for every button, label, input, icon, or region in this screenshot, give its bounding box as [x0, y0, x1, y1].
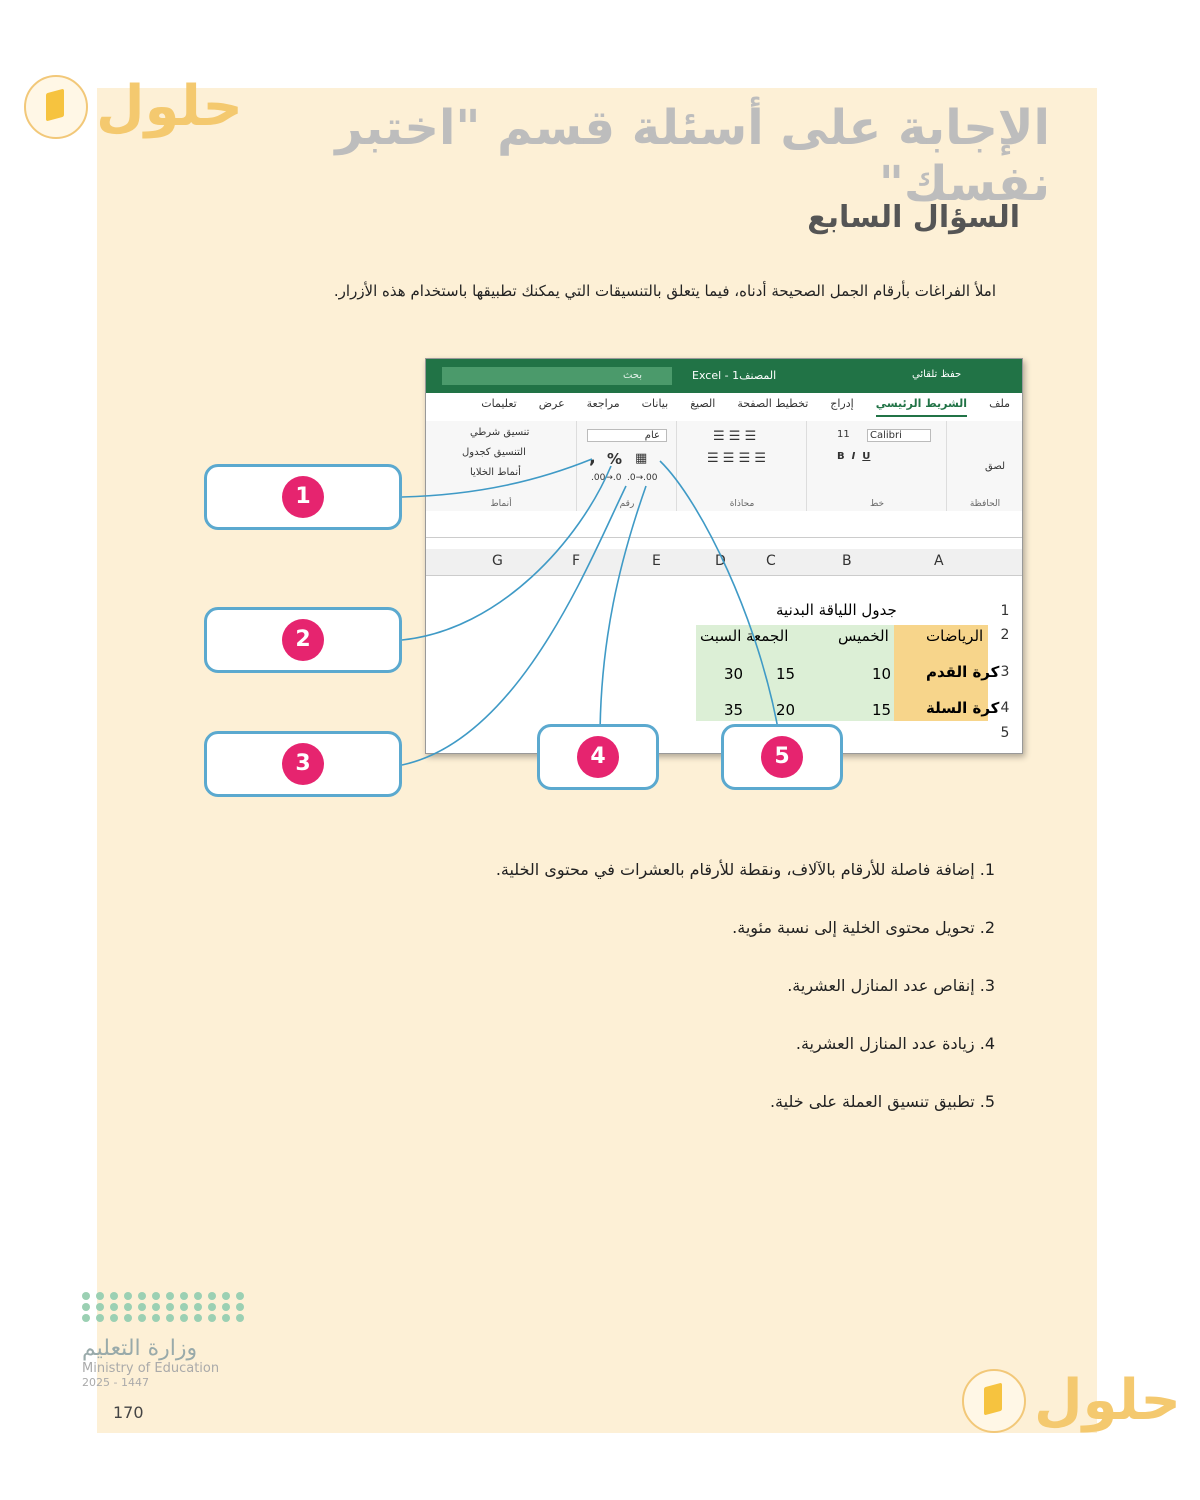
- connector-5: [660, 461, 780, 740]
- align-lines-icon[interactable]: ☰ ☰ ☰ ☰: [707, 451, 767, 466]
- tab-view[interactable]: عرض: [538, 397, 565, 410]
- question-heading: السؤال السابع: [807, 200, 1020, 235]
- instruction-text: املأ الفراغات بأرقام الجمل الصحيحة أدناه، فيما يتعلق بالتنسيقات التي يمكنك تطبيقها باستخدام هذه الأزرار.: [333, 282, 996, 300]
- bold-button[interactable]: B I U: [837, 451, 871, 462]
- col-header-f[interactable]: F: [572, 553, 581, 569]
- tab-help[interactable]: تعليمات: [481, 397, 517, 410]
- row-header-2[interactable]: 2: [1000, 627, 1010, 643]
- table-title-cell[interactable]: جدول اللياقة البدنية: [776, 601, 897, 619]
- search-input[interactable]: بحث: [442, 367, 672, 385]
- header-cell[interactable]: الرياضات: [926, 627, 984, 645]
- sport-cell[interactable]: كرة القدم: [926, 663, 1000, 681]
- logo-icon: [962, 1369, 1026, 1433]
- number-badge: 1: [282, 476, 324, 518]
- logo-text: حلول: [1034, 1368, 1181, 1433]
- clipboard-label: الحافظة: [969, 499, 1001, 509]
- callout-box-5[interactable]: [721, 724, 843, 790]
- page-title: الإجابة على أسئلة قسم "اختبر نفسك": [335, 100, 1050, 212]
- ministry-year: 2025 - 1447: [82, 1376, 149, 1389]
- tab-data[interactable]: بيانات: [641, 397, 669, 410]
- hulul-logo-bottom: [962, 1368, 1181, 1433]
- connector-4: [600, 486, 646, 740]
- tab-home[interactable]: الشريط الرئيسي: [876, 397, 967, 417]
- row-header-5[interactable]: 5: [1000, 725, 1010, 741]
- page-number: 170: [113, 1403, 144, 1422]
- callout-box-2[interactable]: [204, 607, 402, 673]
- ministry-logo: [82, 1292, 242, 1389]
- statement-5: 5. تطبيق تنسيق العملة على خلية.: [769, 1092, 995, 1111]
- tab-file[interactable]: ملف: [989, 397, 1010, 410]
- connector-1: [402, 459, 592, 497]
- font-size-select[interactable]: 11: [837, 429, 850, 440]
- row-header-3[interactable]: 3: [1000, 664, 1010, 680]
- header-cell[interactable]: السبت: [700, 627, 742, 645]
- tab-review[interactable]: مراجعة: [586, 397, 620, 410]
- ministry-name-en: Ministry of Education: [82, 1361, 220, 1376]
- format-as-table-button[interactable]: التنسيق كجدول: [462, 447, 526, 458]
- header-cell[interactable]: الجمعة: [746, 627, 789, 645]
- col-header-g[interactable]: G: [492, 553, 503, 569]
- percent-style-button[interactable]: %: [607, 450, 623, 468]
- align-icon[interactable]: ☰ ☰ ☰: [713, 429, 757, 444]
- paste-button[interactable]: لصق: [985, 461, 1006, 472]
- value-cell[interactable]: 15: [872, 701, 892, 719]
- conditional-format-button[interactable]: تنسيق شرطي: [470, 427, 530, 438]
- statement-3: 3. إنقاص عدد المنازل العشرية.: [787, 976, 995, 995]
- tab-formulas[interactable]: الصيغ: [690, 397, 716, 410]
- font-label: خط: [869, 499, 885, 509]
- value-cell[interactable]: 20: [776, 701, 796, 719]
- connector-2: [402, 466, 611, 640]
- currency-format-icon[interactable]: ▦: [635, 451, 648, 466]
- cell-styles-button[interactable]: أنماط الخلايا: [470, 467, 521, 478]
- decrease-decimal-icon[interactable]: .00→.0: [591, 473, 622, 483]
- alignment-label: محاذاة: [729, 499, 755, 509]
- callout-box-4[interactable]: [537, 724, 659, 790]
- workbook-title: Excel - المصنف1: [692, 369, 777, 382]
- value-cell[interactable]: 10: [872, 665, 892, 683]
- callout-box-1[interactable]: [204, 464, 402, 530]
- statement-1: 1. إضافة فاصلة للأرقام بالآلاف، ونقطة للأرقام بالعشرات في محتوى الخلية.: [495, 860, 995, 879]
- statement-4: 4. زيادة عدد المنازل العشرية.: [795, 1034, 995, 1053]
- number-format-select[interactable]: عام: [587, 429, 667, 442]
- logo-text: حلول: [96, 74, 243, 139]
- number-label: رقم: [619, 499, 635, 509]
- tab-insert[interactable]: إدراج: [830, 397, 854, 410]
- number-badge: 3: [282, 743, 324, 785]
- header-cell[interactable]: الخميس: [838, 627, 889, 645]
- row-header-1[interactable]: 1: [1000, 603, 1010, 619]
- col-header-b[interactable]: B: [842, 553, 852, 569]
- comma-style-button[interactable]: ,: [589, 447, 596, 468]
- font-name-select[interactable]: Calibri: [867, 429, 931, 442]
- col-header-d[interactable]: D: [715, 553, 726, 569]
- tab-page-layout[interactable]: تخطيط الصفحة: [737, 397, 809, 410]
- autosave-toggle[interactable]: حفظ تلقائي: [912, 369, 962, 380]
- number-badge: 4: [577, 736, 619, 778]
- col-header-e[interactable]: E: [652, 553, 661, 569]
- col-header-c[interactable]: C: [766, 553, 776, 569]
- sport-cell[interactable]: كرة السلة: [926, 699, 1000, 717]
- row-header-4[interactable]: 4: [1000, 700, 1010, 716]
- value-cell[interactable]: 15: [776, 665, 796, 683]
- number-badge: 2: [282, 619, 324, 661]
- number-badge: 5: [761, 736, 803, 778]
- statement-2: 2. تحويل محتوى الخلية إلى نسبة مئوية.: [732, 918, 995, 937]
- ministry-name-ar: وزارة التعليم: [82, 1336, 198, 1361]
- styles-label: أنماط: [490, 499, 512, 509]
- value-cell[interactable]: 30: [724, 665, 744, 683]
- increase-decimal-icon[interactable]: .0→.00: [627, 473, 658, 483]
- col-header-a[interactable]: A: [934, 553, 944, 569]
- ministry-dots-icon: [82, 1292, 242, 1322]
- callout-box-3[interactable]: [204, 731, 402, 797]
- value-cell[interactable]: 35: [724, 701, 744, 719]
